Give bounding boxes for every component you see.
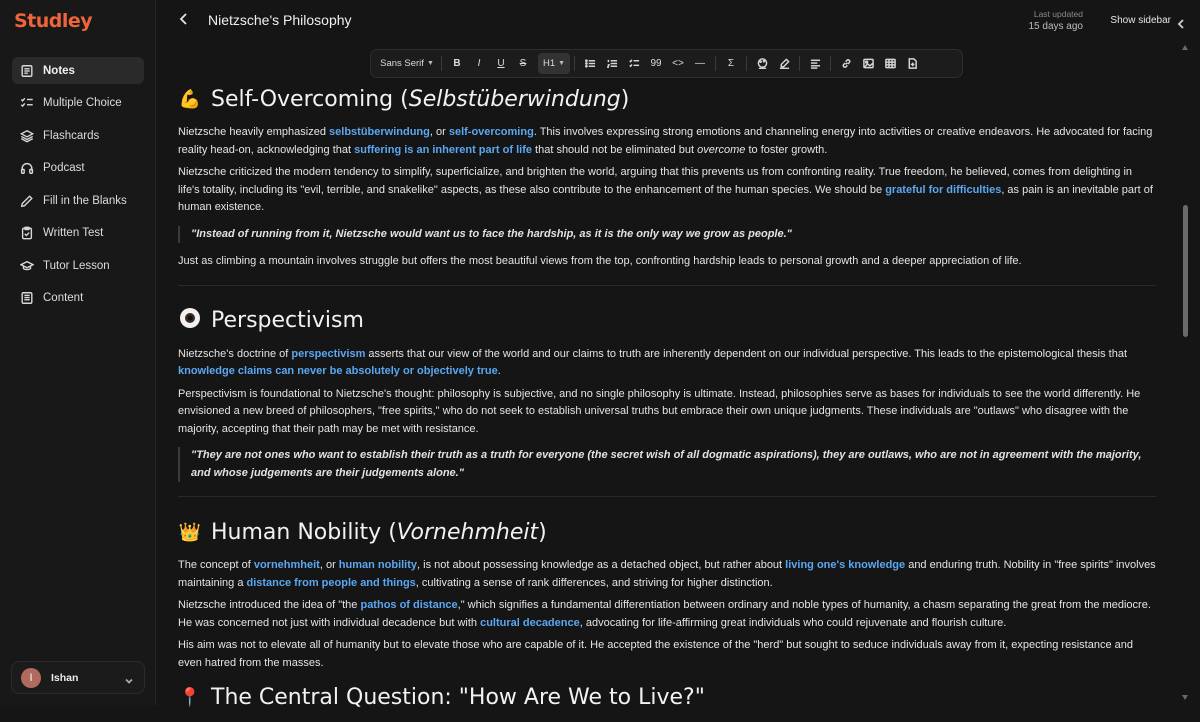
heading-text: Self-Overcoming ( xyxy=(211,86,409,112)
blockquote: "Instead of running from it, Nietzsche would want us to face the hardship, as it is the only way we grow as people." xyxy=(178,226,1156,244)
palette-icon xyxy=(757,58,768,69)
sidebar-item-label: Written Test xyxy=(43,227,104,239)
sidebar-item-tutor-lesson[interactable] xyxy=(12,252,144,279)
paragraph xyxy=(178,164,1156,217)
heading-italic-text: Vornehmheit xyxy=(396,519,539,545)
text-run: , or xyxy=(429,126,449,138)
text-run: , is not about possessing knowledge as a detached object, but rather about xyxy=(417,559,786,571)
toolbar-divider xyxy=(746,56,747,71)
sidebar-item-flashcards[interactable] xyxy=(12,122,144,149)
toolbar-divider xyxy=(799,56,800,71)
chevron-down-icon: ▼ xyxy=(558,60,566,67)
paragraph xyxy=(178,557,1156,592)
font-family-value: Sans Serif xyxy=(380,58,424,69)
text-run: . xyxy=(497,365,501,377)
section-heading xyxy=(178,304,1156,338)
text-run: Nietzsche's doctrine of xyxy=(178,347,292,360)
sidebar-item-label: Multiple Choice xyxy=(43,97,122,109)
sidebar-item-label: Fill in the Blanks xyxy=(43,194,127,207)
heading-select[interactable] xyxy=(538,53,570,74)
logo-text: Studley xyxy=(14,10,93,32)
text-run: that should not be eliminated but xyxy=(531,143,698,156)
italic-term: overcome xyxy=(697,143,746,156)
last-updated-label: Last updated xyxy=(1033,9,1083,19)
highlighted-term: human nobility xyxy=(338,559,418,571)
chevron-left-icon xyxy=(1177,16,1185,26)
checklist-icon xyxy=(20,96,34,110)
pin-icon: 📍 xyxy=(178,686,202,708)
blockquote-button[interactable]: 99 xyxy=(650,58,662,69)
text-run: , cultivating a sense of rank differences, and striving for higher distinction. xyxy=(415,576,773,589)
highlighted-term: knowledge claims can never be absolutely or objectively true xyxy=(178,365,498,377)
highlighted-term: vornehmheit xyxy=(253,559,320,571)
pencil-icon xyxy=(20,194,34,208)
sidebar-item-fill-in-the-blanks[interactable] xyxy=(12,187,144,214)
table-icon xyxy=(885,58,896,69)
text-run: Nietzsche introduced the idea of "the xyxy=(178,599,361,611)
text-run: asserts that our view of the world and our claims to truth are inherently dependent on our individual perspective. This leads to the epistemological thesis that xyxy=(365,347,1128,360)
toolbar-divider xyxy=(830,56,831,71)
link-button[interactable] xyxy=(835,53,857,74)
user-menu[interactable] xyxy=(11,661,145,694)
sidebar xyxy=(0,0,156,705)
highlighted-term: living one's knowledge xyxy=(785,559,906,571)
sidebar-item-label: Podcast xyxy=(43,162,85,174)
sidebar-item-written-test[interactable] xyxy=(12,220,144,247)
sidebar-item-label: Content xyxy=(43,292,84,304)
layers-icon xyxy=(20,129,34,143)
code-button[interactable]: <> xyxy=(672,58,684,69)
strikethrough-button[interactable]: S xyxy=(519,58,527,69)
sidebar-item-label: Notes xyxy=(43,64,75,77)
image-button[interactable] xyxy=(857,53,879,74)
app-logo[interactable] xyxy=(14,10,92,32)
eye-icon xyxy=(178,307,202,334)
heading-italic-text: Selbstüberwindung xyxy=(408,86,621,112)
image-icon xyxy=(863,58,874,69)
highlighted-term: pathos of distance xyxy=(360,599,458,611)
notes-icon xyxy=(20,64,34,78)
paragraph xyxy=(178,346,1156,381)
page-title: Nietzsche's Philosophy xyxy=(208,12,352,28)
last-updated-value: 15 days ago xyxy=(1028,21,1083,32)
clipboard-icon xyxy=(20,226,34,240)
heading-value: H1 xyxy=(542,58,556,69)
paragraph: His aim was not to elevate all of humanity but to elevate those who are capable of it. He accepted the existence of the "herd" but sought to seduce individuals away from it, expecting resistance and even hatred from the masses. xyxy=(178,639,1133,669)
checklist-icon xyxy=(629,58,640,69)
link-icon xyxy=(841,58,852,69)
numbered-list-icon xyxy=(607,58,618,69)
text-run: and enduring truth. Nobility in "free spirits" involves maintaining a xyxy=(178,559,1156,589)
toolbar-divider xyxy=(715,56,716,71)
heading-text: Perspectivism xyxy=(211,308,364,333)
text-run: ," which signifies a fundamental differentiation between ordinary and noble types of humanity, a chasm separating the great from the mediocre. He was concerned not just with individual decadence but with xyxy=(178,599,1151,629)
toolbar-divider xyxy=(441,56,442,71)
heading-text-end: ) xyxy=(538,519,547,545)
avatar: I xyxy=(21,668,41,688)
graduation-cap-icon xyxy=(20,259,34,273)
header xyxy=(157,0,1200,44)
math-button[interactable]: Σ xyxy=(727,58,735,69)
heading-text: The Central Question: "How Are We to Live?" xyxy=(211,684,705,710)
bullet-list-button[interactable] xyxy=(579,53,601,74)
user-name: Ishan xyxy=(51,671,79,684)
last-updated xyxy=(1029,9,1084,32)
sidebar-item-notes[interactable] xyxy=(12,57,144,84)
chevron-down-icon xyxy=(124,673,134,683)
text-run: to foster growth. xyxy=(745,143,828,156)
text-run: The concept of xyxy=(178,559,254,571)
heading-text: Human Nobility ( xyxy=(211,519,397,545)
editor-toolbar xyxy=(370,49,963,78)
scroll-up-arrow[interactable] xyxy=(1182,45,1188,50)
show-sidebar-button[interactable]: Show sidebar xyxy=(1110,15,1171,26)
horizontal-rule-button[interactable]: — xyxy=(695,58,705,69)
blockquote: "They are not ones who want to establish their truth as a truth for everyone (the secret wish of all dogmatic aspirations), they are outlaws, who are not in agreement with the majority, and whose judgements are their judgements alone." xyxy=(178,447,1156,482)
text-run: Nietzsche criticized the modern tendency to simplify, superficialize, and brighten the world, arguing that this prevents us from confronting reality. True freedom, he believed, comes from delighting in life's totality, including its "evil, terrible, and snakelike" aspects, as these also contribute to the enhancement of the human species. We should be xyxy=(178,166,1133,196)
underline-button[interactable]: U xyxy=(497,58,505,69)
section-heading xyxy=(178,680,1156,714)
highlighted-term: selbstüberwindung xyxy=(329,126,430,138)
headphones-icon xyxy=(20,161,34,175)
text-run: Nietzsche heavily emphasized xyxy=(178,126,330,138)
align-button[interactable] xyxy=(804,53,826,74)
text-run: , advocating for life-affirming great individuals who could rejuvenate and flourish culture. xyxy=(579,616,1007,629)
italic-button[interactable]: I xyxy=(477,58,481,69)
checklist-button[interactable] xyxy=(623,53,645,74)
section-heading xyxy=(178,515,1156,549)
paragraph: Perspectivism is foundational to Nietzsche's thought: philosophy is subjective, and no single philosophy is ultimate. Instead, philosophies serve as bases for individuals to see the world differently. He envisioned a new breed of philosophers, "free spirits," who do not seek to establish universal truths but embrace their own unique judgments. These individuals are "outlaws" who disagree with the majority, accepting that their path may be met with resistance. xyxy=(178,387,1141,435)
sidebar-item-label: Tutor Lesson xyxy=(43,259,110,272)
bullet-list-icon xyxy=(585,58,596,69)
section-heading xyxy=(178,82,1156,116)
align-left-icon xyxy=(810,58,821,69)
highlighted-term: self-overcoming xyxy=(448,126,534,138)
paragraph xyxy=(178,124,1156,159)
numbered-list-button[interactable] xyxy=(601,53,623,74)
highlight-button[interactable] xyxy=(773,53,795,74)
highlighter-icon xyxy=(779,58,790,69)
document-icon xyxy=(20,291,34,305)
insert-file-button[interactable] xyxy=(901,53,923,74)
sidebar-item-content[interactable] xyxy=(12,285,144,312)
scroll-down-arrow[interactable] xyxy=(1182,695,1188,700)
text-color-button[interactable] xyxy=(751,53,773,74)
paragraph: Just as climbing a mountain involves struggle but offers the most beautiful views from the top, confronting hardship leads to personal growth and a deeper appreciation of life. xyxy=(178,255,1022,267)
heading-text-end: ) xyxy=(620,86,630,112)
chevron-down-icon: ▼ xyxy=(426,60,434,67)
sidebar-nav xyxy=(12,57,144,317)
highlighted-term: suffering is an inherent part of life xyxy=(354,143,532,156)
text-run: , as pain is an inevitable part of human existence. xyxy=(178,183,1153,213)
section-divider xyxy=(178,285,1156,286)
highlighted-term: cultural decadence xyxy=(480,616,580,629)
section-divider xyxy=(178,496,1156,497)
highlighted-term: grateful for difficulties xyxy=(885,183,1002,196)
document-content[interactable] xyxy=(178,82,1156,722)
file-plus-icon xyxy=(907,58,918,69)
text-run: , or xyxy=(319,559,339,571)
sidebar-item-podcast[interactable] xyxy=(12,155,144,182)
toolbar-divider xyxy=(574,56,575,71)
crown-icon: 👑 xyxy=(178,521,202,543)
bold-button[interactable]: B xyxy=(453,58,461,69)
font-family-select[interactable] xyxy=(377,53,437,74)
table-button[interactable] xyxy=(879,53,901,74)
sidebar-item-label: Flashcards xyxy=(43,129,100,142)
flexed-biceps-icon: 💪 xyxy=(178,88,202,110)
highlighted-term: perspectivism xyxy=(291,347,366,360)
sidebar-item-multiple-choice[interactable] xyxy=(12,90,144,117)
scrollbar-thumb[interactable] xyxy=(1183,205,1188,337)
back-arrow-icon[interactable] xyxy=(178,12,192,28)
highlighted-term: distance from people and things xyxy=(246,576,416,589)
text-run: . This involves expressing strong emotions and channeling energy into activities or creative endeavors. He advocated for facing reality head-on, acknowledging that xyxy=(178,126,1153,156)
paragraph xyxy=(178,597,1156,632)
